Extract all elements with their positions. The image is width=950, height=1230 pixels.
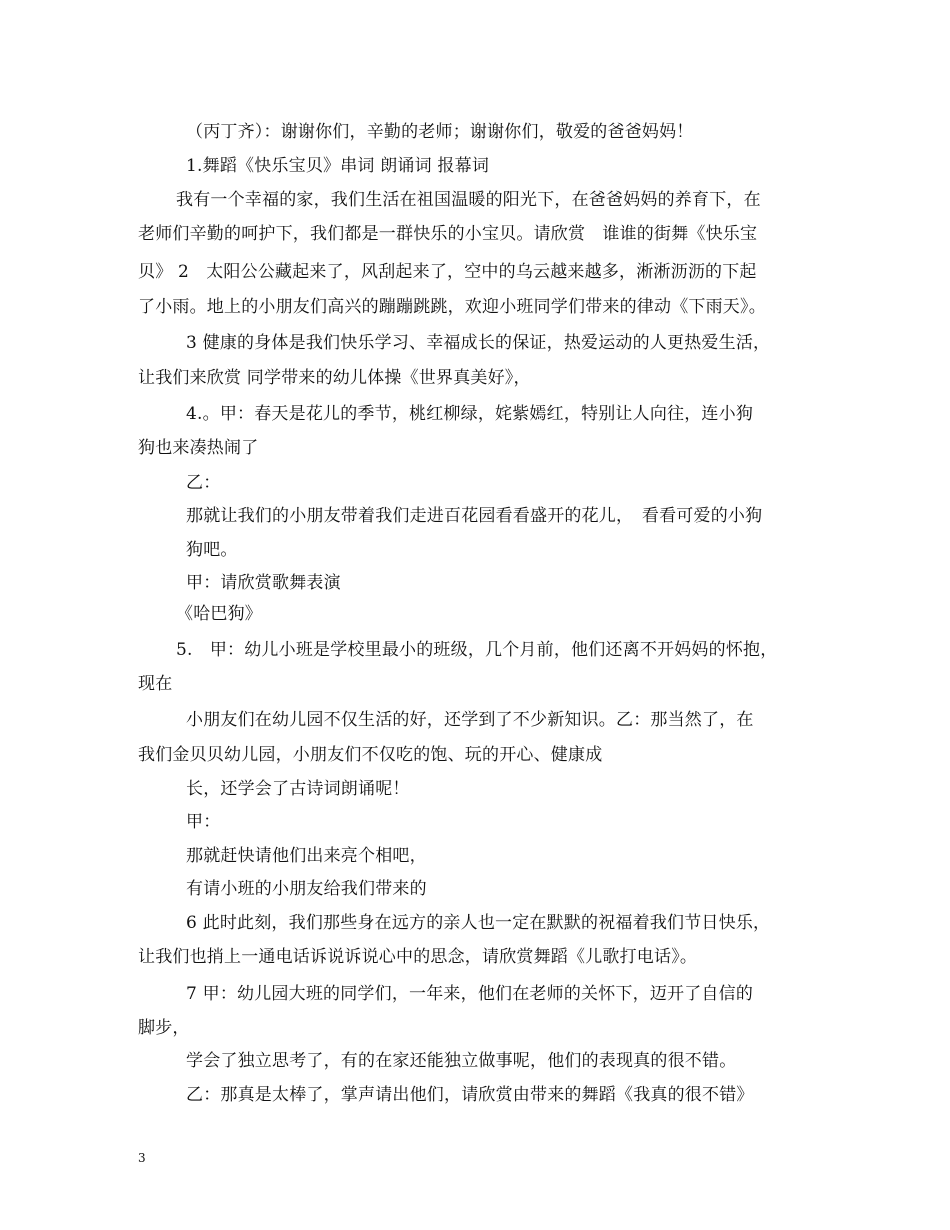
text-line: 5. 甲：幼儿小班是学校里最小的班级，几个月前，他们还离不开妈妈的怀抱， [176, 640, 778, 660]
text-line: 脚步， [138, 1018, 190, 1038]
text-line: 狗也来凑热闹了 [138, 438, 259, 458]
text-line: 贝》 2 太阳公公藏起来了，风刮起来了，空中的乌云越来越多，淅淅沥沥的下起 [138, 262, 757, 282]
text-line: 我有一个幸福的家，我们生活在祖国温暖的阳光下，在爸爸妈妈的养育下，在 [176, 190, 761, 210]
text-line: 小朋友们在幼儿园不仅生活的好，还学到了不少新知识。乙：那当然了，在 [186, 710, 754, 730]
text-line: （丙丁齐）：谢谢你们，辛勤的老师；谢谢你们，敬爱的爸爸妈妈！ [186, 122, 694, 142]
text-line: 甲： [186, 812, 221, 832]
text-line: 有请小班的小朋友给我们带来的 [186, 879, 427, 899]
text-line: 了小雨。地上的小朋友们高兴的蹦蹦跳跳，欢迎小班同学们带来的律动《下雨天》。 [138, 297, 766, 317]
text-line: 乙：那真是太棒了，掌声请出他们，请欣赏由带来的舞蹈《我真的很不错》 [186, 1085, 754, 1105]
text-line: 7 甲：幼儿园大班的同学们，一年来，他们在老师的关怀下，迈开了自信的 [186, 984, 754, 1004]
text-line: 1.舞蹈《快乐宝贝》串词 朗诵词 报幕词 [186, 156, 490, 176]
text-line: 4.。甲：春天是花儿的季节，桃红柳绿，姹紫嫣红，特别让人向往，连小狗 [186, 404, 754, 424]
text-line: 狗吧。 [186, 540, 238, 560]
page-number: 3 [138, 1151, 146, 1165]
text-line: 让我们也捎上一通电话诉说诉说心中的思念，请欣赏舞蹈《儿歌打电话》。 [138, 947, 698, 967]
text-line: 老师们辛勤的呵护下，我们都是一群快乐的小宝贝。请欣赏 谁谁的街舞《快乐宝 [138, 224, 758, 244]
text-line: 《哈巴狗》 [176, 604, 262, 624]
text-line: 乙： [186, 473, 221, 493]
text-line: 长，还学会了古诗词朗诵呢！ [186, 779, 410, 799]
text-line: 6 此时此刻，我们那些身在远方的亲人也一定在默默的祝福着我们节日快乐， [186, 913, 771, 933]
text-line: 让我们来欣赏 同学带来的幼儿体操《世界真美好》， [138, 368, 531, 388]
text-line: 那就赶快请他们出来亮个相吧， [186, 846, 427, 866]
text-line: 3 健康的身体是我们快乐学习、幸福成长的保证，热爱运动的人更热爱生活， [186, 333, 771, 353]
text-line: 我们金贝贝幼儿园，小朋友们不仅吃的饱、玩的开心、健康成 [138, 745, 603, 765]
text-line: 现在 [138, 674, 173, 694]
text-line: 那就让我们的小朋友带着我们走进百花园看看盛开的花儿， 看看可爱的小狗 [186, 506, 763, 526]
text-line: 学会了独立思考了，有的在家还能独立做事呢，他们的表现真的很不错。 [186, 1051, 737, 1071]
text-line: 甲：请欣赏歌舞表演 [186, 573, 341, 593]
